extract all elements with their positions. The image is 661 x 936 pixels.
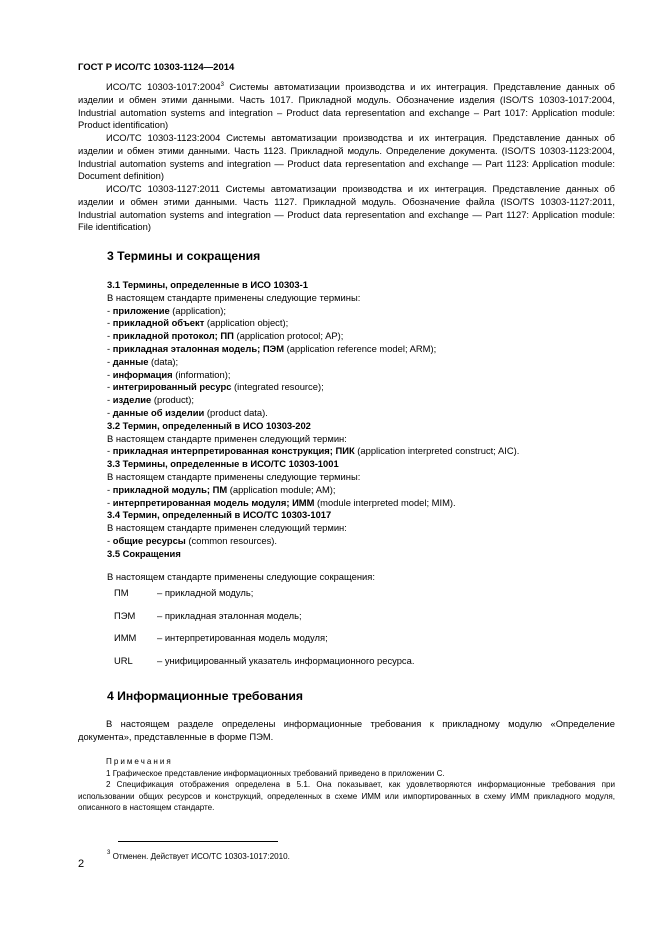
reference-text: Системы автоматизации производства и их интеграция. Представление данных об изделии и обмен этими данными. Часть 1123. Прикладной модуль. Определение документа. (ISO/TS 10303-1123:2004, Industrial automation systems and integration — Product data representation and exchange — Part 1123: Application module: Document definition) — [78, 132, 615, 182]
subsection-intro: В настоящем стандарте применены следующие термины: — [107, 470, 361, 482]
reference-code: ИСО/ТС 10303-1127:2011 — [106, 183, 220, 194]
reference-code: ИСО/ТС 10303-1123:2004 — [106, 132, 221, 143]
term-item: - приложение (application); — [107, 304, 226, 316]
subsection-3-1-title: 3.1 Термины, определенные в ИСО 10303-1 — [107, 279, 308, 290]
abbreviations-intro: В настоящем стандарте применены следующие сокращения: — [107, 571, 375, 582]
notes-heading: Примечания — [106, 757, 173, 766]
term-item: - прикладная интерпретированная конструкция; ПИК (application interpreted construct; AIC). — [107, 445, 520, 457]
reference-text: Системы автоматизации производства и их интеграция. Представление данных об изделии и обмен этими данными. Часть 1127. Прикладной модуль. Обозначение файла (ISO/TS 10303-1127:2011, Industrial automation systems and integration — Product data representation and exchange — Part 1127: Application module: File identification) — [78, 183, 615, 233]
subsection-3-4-title: 3.4 Термин, определенный в ИСО/ТС 10303-1017 — [107, 509, 332, 521]
footnote: $^3$ Отменен. Действует ИСО/ТС 10303-1017:2010. — [107, 850, 290, 861]
subsection-3-2-title: 3.2 Термин, определенный в ИСО 10303-202 — [107, 419, 311, 431]
abbreviation-row: ИММ – интерпретированная модель модуля; — [114, 632, 328, 643]
reference-1127 — [78, 183, 615, 234]
footnote-mark: 3 — [220, 82, 224, 88]
subsection-intro: В настоящем стандарте применен следующий термин: — [107, 522, 347, 534]
term-item: - общие ресурсы (common resources). — [107, 534, 277, 546]
section-4-title: 4 Информационные требования — [107, 689, 303, 703]
reference-code: ИСО/ТС 10303-1017:2004 — [106, 81, 221, 92]
section-3-title: 3 Термины и сокращения — [107, 249, 261, 263]
abbreviation-row: ПЭМ – прикладная эталонная модель; — [114, 609, 302, 621]
note-2: 2 Спецификация отображения определена в 5.1. Она показывает, как удовлетворяются информационные требования при использовании общих ресурсов и конструкций, определенных в схеме ИММ или импортированных в схему ИММ прикладного модуля, описанного в настоящем стандарте. — [78, 780, 615, 813]
term-item: - данные (data); — [107, 355, 179, 367]
section-4-paragraph: В настоящем разделе определены информационные требования к прикладному модулю «Определение документа», представленные в форме ПЭМ. — [78, 718, 615, 742]
subsection-intro: В настоящем стандарте применен следующий термин: — [107, 432, 347, 444]
abbreviation-row: ПМ – прикладной модуль; — [114, 587, 254, 598]
subsection-3-5-title: 3.5 Сокращения — [107, 547, 181, 559]
notes-block — [78, 756, 615, 814]
subsection-intro: В настоящем стандарте применены следующие термины: — [107, 291, 361, 303]
reference-1123 — [78, 132, 615, 183]
reference-text: Системы автоматизации производства и их интеграция. Представление данных об изделии и обмен этими данными. Часть 1017. Прикладной модуль. Обозначение изделия (ISO/TS 10303-1017:2004, Industrial automation systems and integration – Product data representation and exchange – Part 1017: Application module: Product identification) — [78, 81, 615, 131]
term-item: - данные об изделии (product data). — [107, 406, 268, 418]
term-item: - интегрированный ресурс (integrated resource); — [107, 381, 324, 393]
document-header: ГОСТ Р ИСО/ТС 10303-1124—2014 — [78, 62, 235, 73]
term-item: - информация (information); — [107, 368, 231, 380]
term-item: - изделие (product); — [107, 394, 194, 406]
footnote-separator — [118, 841, 278, 842]
page-number: 2 — [78, 858, 85, 870]
reference-1017 — [78, 81, 615, 132]
term-item: - интерпретированная модель модуля; ИММ (module interpreted model; MIM). — [107, 496, 456, 508]
subsection-3-3-title: 3.3 Термины, определенные в ИСО/ТС 10303-1001 — [107, 458, 339, 470]
abbreviation-row: URL – унифицированный указатель информационного ресурса. — [114, 654, 415, 666]
note-1: 1 Графическое представление информационных требований приведено в приложении С. — [106, 768, 445, 778]
abbreviations-list — [114, 582, 414, 672]
section-3-terms — [107, 279, 627, 561]
term-item: - прикладная эталонная модель; ПЭМ (application reference model; ARM); — [107, 342, 437, 354]
term-item: - прикладной модуль; ПМ (application module; AM); — [107, 483, 336, 495]
term-item: - прикладной протокол; ПП (application protocol; AP); — [107, 330, 344, 342]
term-item: - прикладной объект (application object); — [107, 317, 289, 329]
